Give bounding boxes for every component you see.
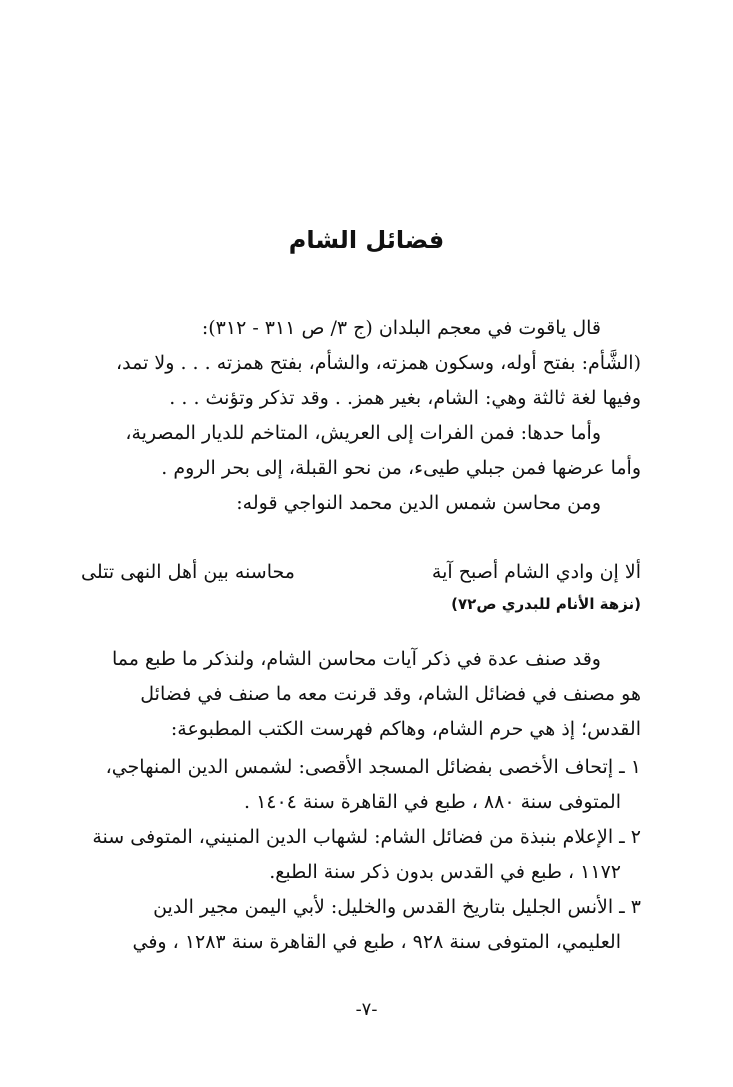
list-item-line: ٣ ـ الأنس الجليل بتاريخ القدس والخليل: لأبي اليمن مجير الدين	[153, 896, 641, 918]
list-item	[86, 750, 641, 820]
text-line: وأما حدها: فمن الفرات إلى العريش، المتاخم للديار المصرية،	[125, 422, 601, 444]
text-line: القدس؛ إذ هي حرم الشام، وهاكم فهرست الكتب المطبوعة:	[170, 718, 641, 740]
text-line: وفيها لغة ثالثة وهي: الشام، بغير همز. . وقد تذكر وتؤنث . . .	[169, 387, 641, 409]
text-line: وقد صنف عدة في ذكر آيات محاسن الشام، ولنذكر ما طبع مما	[111, 648, 601, 670]
list-item-line: العليمي، المتوفى سنة ٩٢٨ ، طبع في القاهرة سنة ١٢٨٣ ، وفي	[132, 931, 621, 953]
text-line: قال ياقوت في معجم البلدان (ج ٣/ ص ٣١١ - ٣١٢):	[201, 317, 601, 339]
books-list	[86, 750, 641, 960]
list-item-line: ٢ ـ الإعلام بنبذة من فضائل الشام: لشهاب الدين المنيني، المتوفى سنة	[92, 826, 641, 848]
verse-first-hemistich: ألا إن وادي الشام أصبح آية	[431, 561, 641, 583]
text-line: (الشَّأم: بفتح أوله، وسكون همزته، والشأم، بفتح همزته . . . ولا تمد،	[115, 352, 641, 374]
verse-second-hemistich: محاسنه بين أهل النهى تتلى	[81, 561, 295, 583]
poetry-verse	[81, 556, 641, 588]
verse-source-citation: (نزهة الأنام للبدري ص٧٢)	[451, 595, 641, 613]
page-number: -٧-	[355, 999, 378, 1020]
list-item-line: ١١٧٢ ، طبع في القدس بدون ذكر سنة الطبع.	[269, 861, 621, 883]
paragraph-books-intro	[86, 642, 641, 747]
list-item-line: المتوفى سنة ٨٨٠ ، طبع في القاهرة سنة ١٤٠٤ .	[243, 791, 621, 813]
text-line: ومن محاسن شمس الدين محمد النواجي قوله:	[236, 492, 601, 514]
list-item	[86, 890, 641, 960]
list-item	[86, 820, 641, 890]
page-title: فضائل الشام	[288, 226, 445, 254]
text-line: وأما عرضها فمن جبلي طيىء، من نحو القبلة، إلى بحر الروم .	[161, 457, 641, 479]
text-line: هو مصنف في فضائل الشام، وقد قرنت معه ما صنف في فضائل	[140, 683, 641, 705]
list-item-line: ١ ـ إتحاف الأخصى بفضائل المسجد الأقصى: لشمس الدين المنهاجي،	[105, 756, 641, 778]
paragraph-yaqut	[86, 311, 641, 521]
